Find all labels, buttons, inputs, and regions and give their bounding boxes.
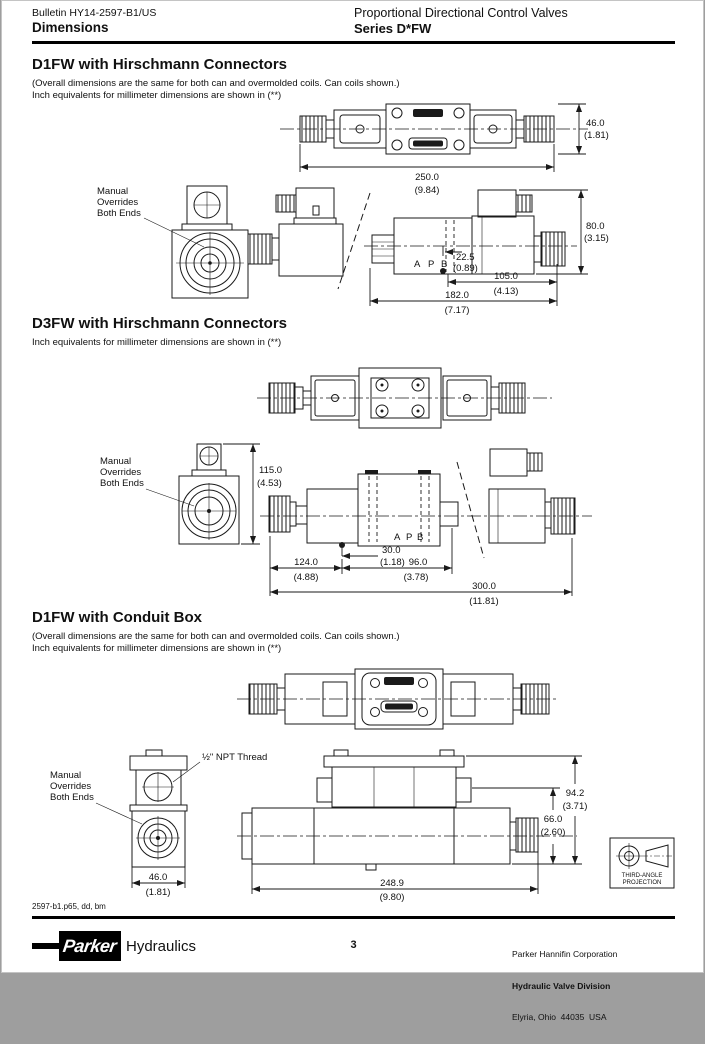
knurled-nut bbox=[499, 383, 525, 413]
knurled-nut bbox=[516, 818, 538, 852]
dim-height-mm: 80.0 bbox=[586, 221, 605, 232]
port-b-label: B bbox=[441, 259, 448, 270]
section3-notes bbox=[32, 631, 400, 655]
d3fw-hirschmann-drawing bbox=[32, 356, 702, 606]
dim-solenoid-mm: 96.0 bbox=[408, 557, 428, 568]
dim-port-mm: 22.5 bbox=[456, 252, 475, 263]
cord-grip bbox=[516, 195, 532, 212]
d1fw-top-view bbox=[280, 104, 609, 196]
d1fw-hirschmann-drawing bbox=[32, 96, 702, 316]
header-rule bbox=[32, 41, 675, 44]
cord-grip bbox=[527, 453, 542, 471]
dim-width-mm: 46.0 bbox=[148, 872, 168, 883]
section1-note1: (Overall dimensions are the same for both can and overmolded coils. Can coils shown.) bbox=[32, 78, 400, 89]
d1fw-conduit-side-view bbox=[237, 750, 577, 870]
dim-solenoid-in: (4.13) bbox=[493, 286, 519, 297]
third-angle-projection-symbol bbox=[610, 838, 674, 888]
manual-overrides-label: Manual bbox=[100, 456, 132, 467]
corp-division: Hydraulic Valve Division bbox=[512, 980, 611, 991]
section1-note2: Inch equivalents for millimeter dimensions are shown in (**) bbox=[32, 90, 282, 101]
manual-overrides-label: Both Ends bbox=[97, 208, 141, 219]
dim-coil-in: (2.60) bbox=[540, 827, 566, 838]
corporate-address-block bbox=[512, 928, 617, 1044]
knurled-nut bbox=[551, 498, 575, 534]
dim-height-mm: 115.0 bbox=[259, 465, 283, 476]
section3-heading: D1FW with Conduit Box bbox=[32, 609, 202, 626]
d1fw-conduit-drawing bbox=[32, 656, 702, 901]
file-note: 2597-b1.p65, dd, bm bbox=[32, 902, 106, 911]
brand-division-label: Hydraulics bbox=[126, 937, 197, 955]
knurled-nut bbox=[248, 234, 272, 264]
model-plate bbox=[413, 141, 443, 147]
dim-coil-mm: 66.0 bbox=[543, 814, 563, 825]
model-plate bbox=[385, 704, 413, 710]
dim-length-in: (9.80) bbox=[379, 892, 405, 903]
cord-grip bbox=[276, 195, 296, 212]
knurled-nut bbox=[541, 232, 565, 266]
manual-overrides-label: Overrides bbox=[97, 197, 139, 208]
d1fw-end-view bbox=[172, 186, 248, 298]
npt-thread-label: ½" NPT Thread bbox=[202, 752, 268, 763]
dim-width-in: (1.81) bbox=[145, 887, 171, 898]
parker-badge bbox=[413, 109, 443, 117]
hirschmann-connector bbox=[490, 449, 527, 476]
solenoid bbox=[472, 216, 534, 274]
hirschmann-connector bbox=[296, 188, 334, 218]
knurled-nut bbox=[524, 116, 554, 142]
dim-length-mm: 250.0 bbox=[415, 172, 439, 183]
section3-note2: Inch equivalents for millimeter dimensions are shown in (**) bbox=[32, 643, 282, 654]
manual-overrides-callout bbox=[50, 770, 142, 824]
conduit-box bbox=[136, 770, 181, 805]
port-p-label: P bbox=[428, 259, 435, 270]
dim-height-in: (3.71) bbox=[562, 801, 588, 812]
page-section-title: Dimensions bbox=[32, 20, 109, 35]
d3fw-end-view bbox=[179, 444, 282, 544]
datasheet-page bbox=[1, 0, 704, 1022]
third-angle-label: THIRD-ANGLE bbox=[621, 873, 663, 879]
manual-overrides-label: Overrides bbox=[100, 467, 142, 478]
knurled-nut bbox=[269, 496, 290, 532]
d3fw-top-view bbox=[257, 368, 552, 428]
port-p-label: P bbox=[406, 532, 413, 543]
dim-width-in: (1.81) bbox=[584, 130, 609, 141]
page-number: 3 bbox=[350, 939, 357, 951]
port-marker bbox=[339, 542, 345, 548]
dim-length-mm: 300.0 bbox=[472, 581, 496, 592]
parker-wordmark: Parker bbox=[62, 935, 119, 956]
dim-body-mm: 124.0 bbox=[294, 557, 318, 568]
dim-length-in: (11.81) bbox=[469, 596, 499, 607]
port-b-label: B bbox=[417, 532, 424, 543]
manual-overrides-label: Manual bbox=[50, 770, 82, 781]
dim-width-mm: 46.0 bbox=[586, 118, 605, 129]
knurled-nut bbox=[521, 684, 549, 714]
manual-overrides-label: Manual bbox=[97, 186, 129, 197]
hirschmann-connector bbox=[478, 190, 516, 217]
dim-port-mm: 30.0 bbox=[382, 545, 401, 556]
dim-height-in: (3.15) bbox=[584, 233, 609, 244]
port-a-label: A bbox=[414, 259, 421, 270]
conduit-box bbox=[332, 767, 456, 807]
manual-overrides-label: Both Ends bbox=[100, 478, 144, 489]
section1-heading: D1FW with Hirschmann Connectors bbox=[32, 56, 288, 73]
manual-overrides-label: Both Ends bbox=[50, 792, 94, 803]
dim-port-in: (0.89) bbox=[453, 263, 478, 274]
dim-body-in: (7.17) bbox=[444, 305, 470, 316]
knurled-nut bbox=[300, 116, 326, 142]
product-line-title: Proportional Directional Control Valves bbox=[354, 6, 568, 20]
dim-solenoid-mm: 105.0 bbox=[494, 271, 518, 282]
parker-badge bbox=[384, 677, 414, 685]
d1fw-coil-side-view bbox=[248, 188, 343, 276]
corp-address: Elyria, Ohio 44035 USA bbox=[512, 1012, 607, 1022]
dim-body-mm: 182.0 bbox=[445, 290, 469, 301]
manual-overrides-label: Overrides bbox=[50, 781, 92, 792]
bulletin-number: Bulletin HY14-2597-B1/US bbox=[32, 7, 157, 19]
knurled-nut bbox=[249, 684, 277, 714]
section2-heading: D3FW with Hirschmann Connectors bbox=[32, 315, 288, 332]
d3fw-side-view bbox=[260, 449, 592, 568]
dim-solenoid-in: (3.78) bbox=[403, 572, 429, 583]
dim-body-in: (4.88) bbox=[293, 572, 319, 583]
d1fw-conduit-end-view bbox=[130, 750, 187, 898]
break-line bbox=[457, 462, 484, 558]
d1fw-side-dims bbox=[370, 190, 609, 316]
projection-label: PROJECTION bbox=[622, 880, 662, 886]
dim-length-mm: 248.9 bbox=[380, 878, 404, 889]
knurled-nut bbox=[269, 383, 295, 413]
corp-name: Parker Hannifin Corporation bbox=[512, 949, 618, 959]
dim-length-in: (9.84) bbox=[414, 185, 440, 196]
section2-note1: Inch equivalents for millimeter dimensions are shown in (**) bbox=[32, 337, 282, 348]
dim-height-mm: 94.2 bbox=[565, 788, 585, 799]
section3-note1: (Overall dimensions are the same for both can and overmolded coils. Can coils shown.) bbox=[32, 631, 400, 642]
manual-overrides-callout bbox=[100, 456, 194, 506]
dim-port-in: (1.18) bbox=[380, 557, 405, 568]
series-title: Series D*FW bbox=[354, 21, 432, 36]
port-a-label: A bbox=[394, 532, 401, 543]
d1fw-conduit-top-view bbox=[237, 669, 557, 729]
footer-rule bbox=[32, 916, 675, 919]
dim-height-in: (4.53) bbox=[257, 478, 282, 489]
manual-overrides-callout bbox=[97, 186, 204, 247]
